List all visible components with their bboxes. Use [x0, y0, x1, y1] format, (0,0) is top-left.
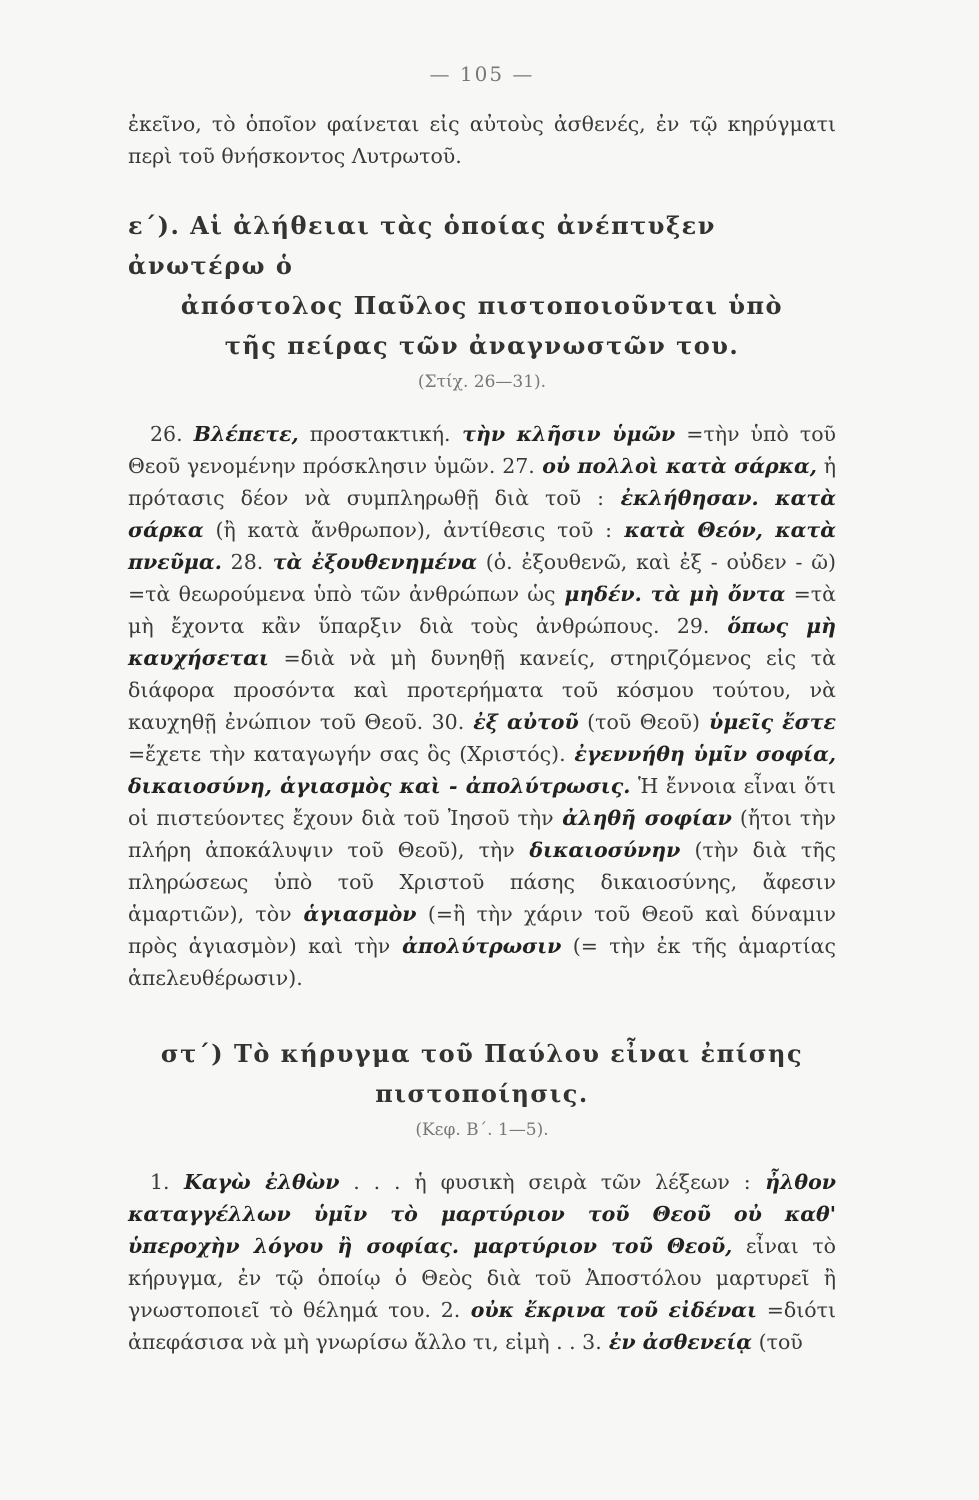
section-e-reference: (Στίχ. 26—31).	[417, 372, 547, 392]
verse-number: 28.	[221, 550, 264, 574]
lemma: Βλέπετε,	[193, 422, 299, 446]
lemma: τὰ μὴ ὄντα	[641, 582, 786, 606]
book-page	[128, 62, 836, 1358]
section-e-heading	[128, 206, 836, 366]
section-e-line1: ε΄). Αἱ ἀλήθειαι τὰς ὁποίας ἀνέπτυξεν ἀνωτέρω ὁ	[128, 211, 716, 280]
gloss: (= τὴν ἐκ τῆς ἁμαρτίας ἀπελευθέρωσιν).	[128, 934, 836, 990]
lemma: μηδέν.	[555, 582, 642, 606]
lemma: ὑμεῖς ἔστε	[699, 710, 836, 734]
lemma: ἀληθῆ σοφίαν	[553, 806, 732, 830]
section-st-line2: πιστοποίησις.	[375, 1079, 589, 1108]
lemma: κατὰ Θεόν, κατὰ πνεῦμα.	[128, 518, 837, 574]
gloss: =διὰ νὰ μὴ δυνηθῇ κανείς, στηριζόμενος εἰς τὰ διάφορα προσόντα καὶ προτερήματα τοῦ κόσμου τούτου, νὰ καυχηθῇ ἐνώπιον τοῦ Θεοῦ.	[128, 646, 836, 734]
gloss: (τοῦ Θεοῦ)	[578, 710, 700, 734]
gloss: εἶναι τὸ κήρυγμα, ἐν τῷ ὁποίῳ ὁ Θεὸς διὰ τοῦ Ἀποστόλου μαρτυρεῖ ἢ γνωστοποιεῖ τὸ θέλημά του.	[128, 1234, 836, 1322]
lemma: κατὰ σάρκα	[128, 486, 836, 542]
gloss: (ἢ κατὰ ἄνθρωπον), ἀντίθεσις τοῦ :	[203, 518, 612, 542]
gloss: (ὁ. ἐξουθενῶ, καὶ ἐξ - οὐδεν - ῶ) =τὰ θεωρούμενα ὑπὸ τῶν ἀνθρώπων ὡς	[128, 550, 836, 606]
verse-number: 30.	[423, 710, 465, 734]
gloss: ἡ πρότασις δέον νὰ συμπληρωθῇ διὰ τοῦ :	[128, 454, 836, 510]
paragraph-intro	[128, 108, 836, 172]
section-st-heading	[128, 1034, 836, 1114]
gloss: (=ἢ τὴν χάριν τοῦ Θεοῦ καὶ δύναμιν πρὸς ἁγιασμὸν) καὶ τὴν	[128, 902, 836, 958]
lemma: ἐξ αὐτοῦ	[464, 710, 579, 734]
lemma: Καγὼ ἐλθὼν	[169, 1170, 340, 1194]
verse-number: 29.	[659, 614, 710, 638]
gloss: προστακτική.	[298, 422, 451, 446]
verse-number: 2.	[430, 1298, 461, 1322]
section-st-line1: στ΄) Τὸ κήρυγμα τοῦ Παύλου εἶναι ἐπίσης	[160, 1039, 804, 1068]
gloss: =ἔχετε τὴν καταγωγήν σας ὃς (Χριστός).	[128, 742, 566, 766]
gloss: (τὴν διὰ τῆς πληρώσεως ὑπὸ τοῦ Χριστοῦ πάσης δικαιοσύνης, ἄφεσιν ἁμαρτιῶν), τὸν	[128, 838, 837, 926]
section-e-line2: ἀπόστολος Παῦλος πιστοποιοῦνται ὑπὸ	[180, 291, 784, 320]
gloss: Ἡ ἔννοια εἶναι ὅτι οἱ πιστεύοντες ἔχουν διὰ τοῦ Ἰησοῦ τὴν	[128, 774, 836, 830]
lemma: ἐν ἀσθενείᾳ	[601, 1330, 753, 1354]
lemma: οὐκ ἔκρινα τοῦ εἰδέναι	[460, 1298, 757, 1322]
lemma: ἀπολύτρωσιν	[390, 934, 562, 958]
lemma: ἐκλήθησαν.	[604, 486, 759, 510]
verse-number: 27.	[495, 454, 535, 478]
lemma: τὰ ἐξουθενημένα	[263, 550, 477, 574]
lemma: οὐ πολλοὶ κατὰ σάρκα,	[534, 454, 817, 478]
commentary-paragraph-2	[128, 1166, 836, 1358]
verse-number: 3.	[575, 1330, 602, 1354]
lemma: ὅπως μὴ καυχήσεται	[128, 614, 836, 670]
gloss: =τὴν ὑπὸ τοῦ Θεοῦ γενομένην πρόσκλησιν ὑμῶν.	[128, 422, 836, 478]
lemma: μαρτύριον τοῦ Θεοῦ,	[459, 1234, 733, 1258]
commentary-paragraph-1	[128, 418, 836, 994]
verse-number: 1.	[150, 1170, 170, 1194]
lemma: ἦλθον καταγγέλλων ὑμῖν τὸ μαρτύριον τοῦ Θεοῦ οὐ καθ' ὑπεροχὴν λόγου ἢ σοφίας.	[128, 1170, 836, 1258]
lemma: ἁγιασμὸν	[291, 902, 417, 926]
lemma: δικαιοσύνην	[514, 838, 681, 862]
gloss: =τὰ μὴ ἔχοντα κἂν ὕπαρξιν διὰ τοὺς ἀνθρώπους.	[128, 582, 836, 638]
page-number: — 105 —	[429, 62, 535, 86]
lemma: τὴν κλῆσιν ὑμῶν	[450, 422, 676, 446]
gloss: (ἤτοι τὴν πλήρη ἀποκάλυψιν τοῦ Θεοῦ), τὴν	[128, 806, 837, 862]
lemma: ἐγεννήθη ὑμῖν σοφία, δικαιοσύνη, ἁγιασμὸς καὶ - ἀπολύτρωσις.	[128, 742, 836, 798]
gloss: =διότι ἀπεφάσισα νὰ μὴ γνωρίσω ἄλλο τι, εἰμὴ . .	[128, 1298, 837, 1354]
intro-text: ἐκεῖνο, τὸ ὁποῖον φαίνεται εἰς αὐτοὺς ἀσθενές, ἐν τῷ κηρύγματι περὶ τοῦ θνήσκοντος Λυτρωτοῦ.	[128, 112, 836, 168]
gloss: . . . ἡ φυσικὴ σειρὰ τῶν λέξεων :	[339, 1170, 751, 1194]
section-e-line3: τῆς πείρας τῶν ἀναγνωστῶν του.	[224, 331, 740, 360]
gloss: (τοῦ	[752, 1330, 803, 1354]
section-st-reference: (Κεφ. Β΄. 1—5).	[415, 1120, 549, 1140]
verse-number: 26.	[150, 422, 183, 446]
